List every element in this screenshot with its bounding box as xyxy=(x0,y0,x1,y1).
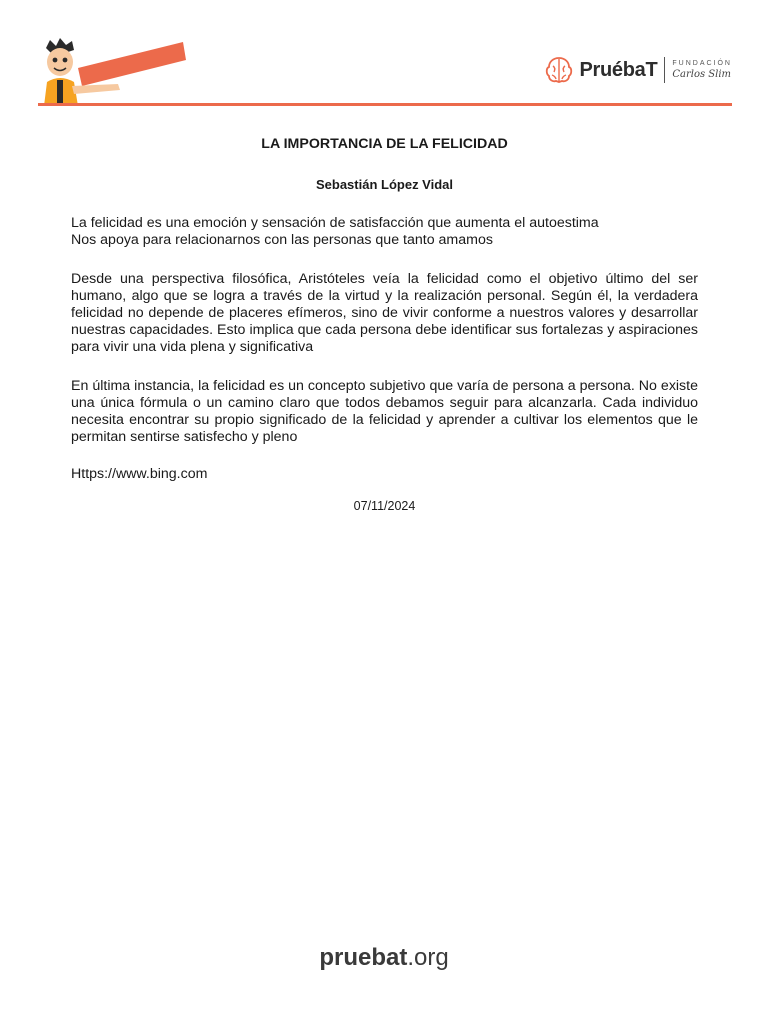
intro-paragraph xyxy=(71,215,698,249)
foundation-label: FUNDACIÓN xyxy=(672,60,732,67)
brain-icon xyxy=(543,54,575,86)
footer-site-tld: .org xyxy=(407,944,449,971)
banner-slogan: TODA HISTORIA TIENE UNA FORMA xyxy=(82,23,208,61)
brand-name: PruébaT xyxy=(579,58,658,81)
paragraph-conclusion: En última instancia, la felicidad es un concepto subjetivo que varía de persona a persona. No existe una única fórmula o un camino claro que todos debamos seguir para alcanzarla. Cada individuo necesita encontrar su propio significado de la felicidad y aprender a cultivar los elementos que le permitan sentirse satisfecho y pleno xyxy=(71,378,698,445)
intro-line: Nos apoya para relacionarnos con las personas que tanto amamos xyxy=(71,232,493,248)
foundation-logo xyxy=(672,60,732,80)
foundation-name: Carlos Slim xyxy=(672,69,732,80)
brand-logo xyxy=(543,52,732,88)
footer-site-name: pruebat xyxy=(319,944,408,971)
document-title: LA IMPORTANCIA DE LA FELICIDAD xyxy=(261,136,508,152)
page-header xyxy=(38,23,732,106)
document-date: 07/11/2024 xyxy=(353,499,416,513)
paragraph-aristotle: Desde una perspectiva filosófica, Aristóteles veía la felicidad como el objetivo último del ser humano, algo que se logra a través de la virtud y la realización personal. Según él, la verdadera felicidad no depende de placeres efímeros, sino de vivir conforme a nuestros valores y desarrollar nuestras capacidades. Esto implica que cada persona debe identificar sus fortalezas y aspiraciones para vivir una vida plena y significativa xyxy=(71,271,698,355)
document-author: Sebastián López Vidal xyxy=(315,177,454,192)
document-body xyxy=(71,136,698,515)
source-url: Https://www.bing.com xyxy=(71,466,208,482)
footer-site xyxy=(0,944,768,972)
intro-line: La felicidad es una emoción y sensación de satisfacción que aumenta el autoestima xyxy=(71,215,599,231)
header-divider xyxy=(38,103,732,106)
brand-divider xyxy=(664,57,665,83)
